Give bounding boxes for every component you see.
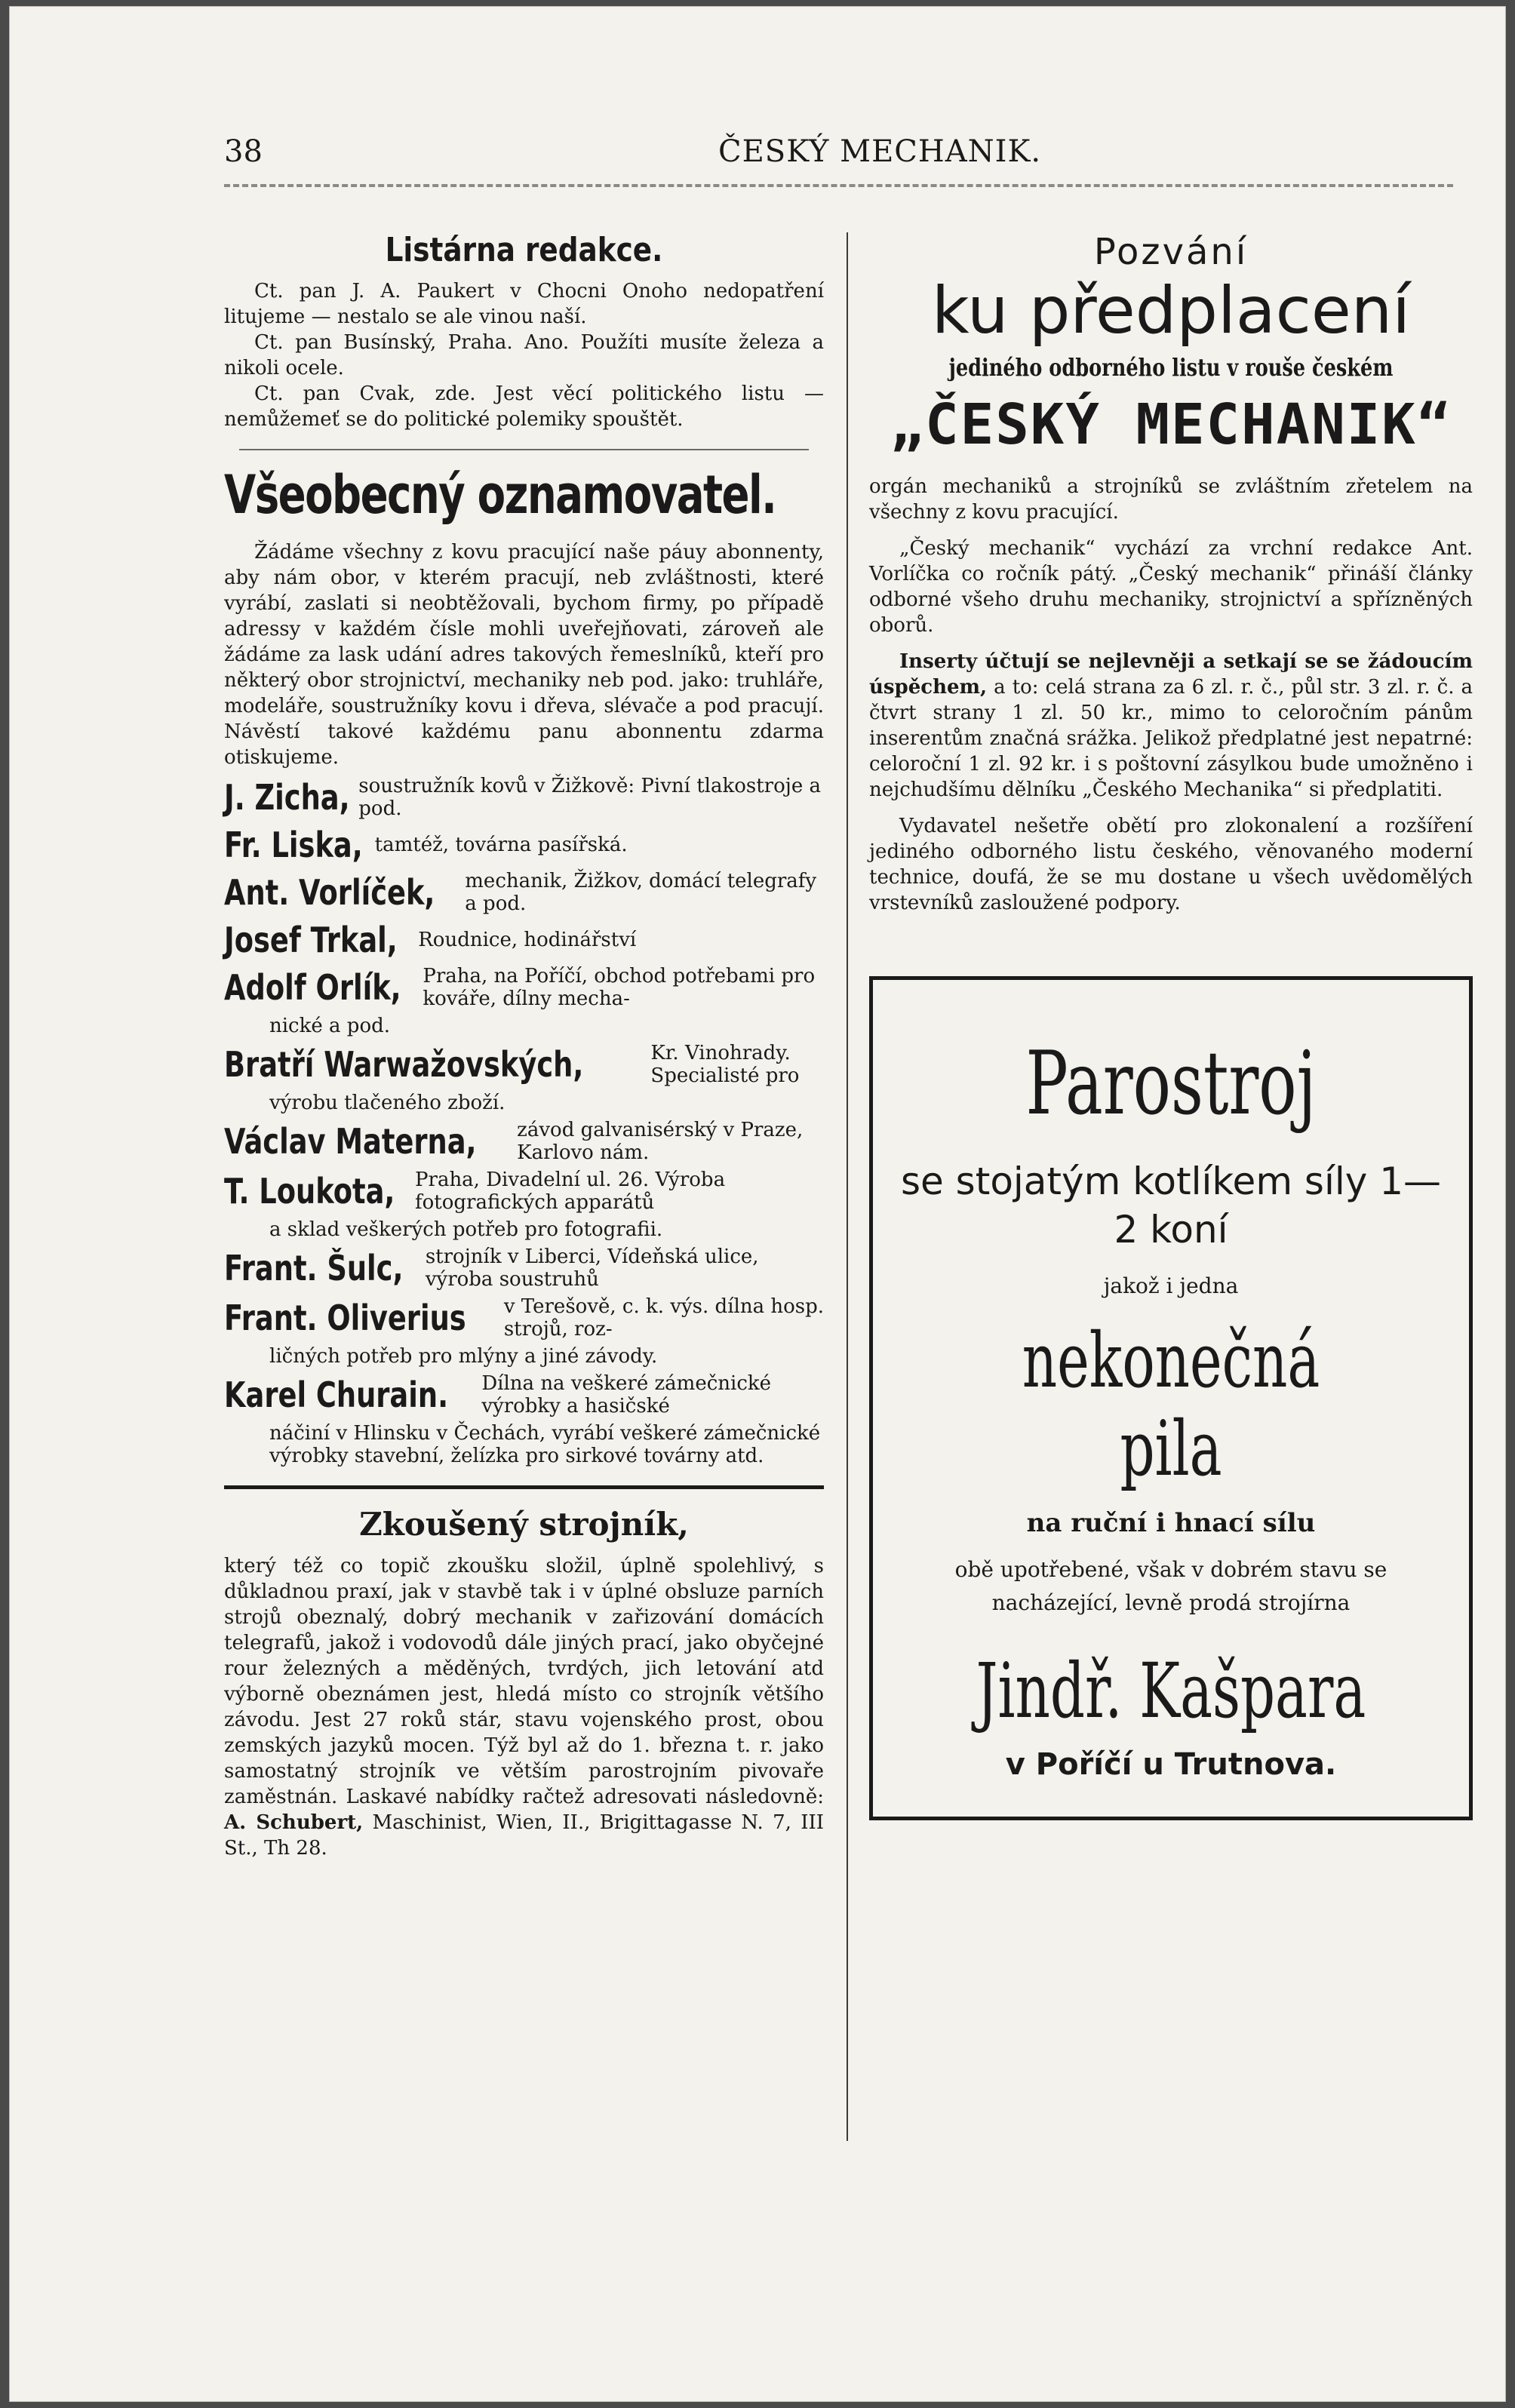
firm-desc: mechanik, Žižkov, domácí telegrafy a pod.	[465, 870, 817, 915]
advert-item2-sub: na ruční i hnací sílu	[1026, 1508, 1316, 1538]
column-divider	[847, 232, 848, 2141]
oznamovatel-title: Všeobecný oznamovatel.	[224, 464, 776, 526]
header-rule	[224, 184, 1453, 187]
firm-name: Fr. Liska,	[224, 825, 363, 865]
section-rule	[239, 449, 809, 450]
advert-item2: nekonečná pila	[1022, 1316, 1320, 1493]
firm-entry	[224, 1372, 824, 1467]
pozvani-heading: Pozvání	[1093, 231, 1249, 273]
firm-entry	[224, 920, 824, 960]
firm-entry	[224, 1295, 824, 1368]
firm-desc-cont: nické a pod.	[269, 1015, 390, 1037]
right-column	[869, 225, 1473, 1820]
advert-subtitle: se stojatým kotlíkem síly 1—2 koní	[900, 1159, 1442, 1252]
firm-name: Bratří Warwažovských,	[224, 1044, 584, 1085]
firm-name: Frant. Oliverius	[224, 1298, 466, 1338]
firm-desc: Roudnice, hodinářství	[418, 929, 637, 951]
firm-desc-cont: a sklad veškerých potřeb pro fotografii.	[269, 1218, 663, 1241]
firm-list	[224, 775, 824, 1467]
journal-title: ČESKÝ MECHANIK.	[718, 134, 1042, 169]
firm-entry	[224, 825, 824, 865]
firm-desc: strojník v Liberci, Vídeňská ulice, výroba soustruhů	[425, 1245, 759, 1291]
pozvani-subtitle: jediného odborného listu v rouše českém	[948, 353, 1394, 382]
firm-desc-cont: ličných potřeb pro mlýny a jiné závody.	[269, 1345, 658, 1368]
oznamovatel-intro: Žádáme všechny z kovu pracující naše páuy abonnenty, aby nám obor, v kterém pracují, neb zvláštnosti, které vyrábí, zaslati si neobtěžovali, bychom firmy, po případě adressy v každém čísle mohli uveřejňovati, zároveň ale žádáme za lask udání adres takových řemeslníků, kteří pro některý obor strojnictví, mechaniky neb pod. jako: truhláře, modeláře, soustružníky kovu i dřeva, slévače a pod pracují. Návěstí takové každému panu abonnentu zdarma otiskujeme.	[224, 541, 824, 769]
parostroj-advert	[869, 976, 1473, 1820]
firm-desc: soustružník kovů v Žižkově: Pivní tlakostroje a pod.	[358, 775, 821, 820]
firm-entry	[224, 1042, 824, 1114]
firm-name: J. Zicha,	[224, 777, 350, 818]
listarna-item: Ct. pan J. A. Paukert v Chocni Onoho nedopatření litujeme — nestalo se ale vinou naší.	[224, 280, 825, 328]
firm-name: Adolf Orlík,	[224, 967, 401, 1008]
zkouseny-text: který též co topič zkoušku složil, úplně spolehlivý, s důkladnou praxí, jak v stavbě tak i v úplné obsluze parních strojů obeznalý, dobrý mechanik v zařizování domácích telegrafů, jakož i vodovodů dále jiných prací, jako obyčejné rour železných a měděných, tvrdých, jich letování atd výborně obeznámen jest, hledá místo co strojník většího závodu. Jest 27 roků stár, stavu vojenského prost, obou zemských jazyků mocen. Týž byl až do 1. března t. r. jako samostatný strojník ve větším parostrojním pivovaře zaměstnán. Laskavé nabídky račtež adresovati následovně: A. Schubert, Maschinist, Wien, II., Brigittagasse N. 7, III St., Th 28.	[224, 1555, 825, 1860]
listarna-item: Ct. pan Busínský, Praha. Ano. Použíti musíte železa a nikoli ocele.	[224, 331, 824, 379]
advert-place: v Poříčí u Trutnova.	[1005, 1747, 1337, 1782]
advert-title: Parostroj	[1025, 1033, 1317, 1135]
address-name: A. Schubert,	[224, 1811, 364, 1834]
section-rule	[224, 1485, 824, 1489]
firm-desc: tamtéž, továrna pasířská.	[374, 834, 628, 856]
firm-desc: Dílna na veškeré zámečnické výrobky a hasičské	[481, 1372, 772, 1417]
firm-desc-cont: náčiní v Hlinsku v Čechách, vyrábí veškeré zámečnické výrobky stavební, želízka pro sirkové továrny atd.	[269, 1422, 821, 1467]
firm-desc: v Terešově, c. k. výs. dílna hosp. strojů, roz-	[503, 1295, 824, 1341]
advert-firm: Jindř. Kašpara	[976, 1647, 1366, 1735]
advert-jakoz: jakož i jedna	[1103, 1273, 1239, 1298]
page-number: 38	[224, 134, 263, 169]
zkouseny-title: Zkoušený strojník,	[359, 1506, 689, 1543]
pozvani-para: „Český mechanik“ vychází za vrchní redakce Ant. Vorlíčka co ročník pátý. „Český mechanik“ přináší články odborné všeho druhu mechaniky, strojnictví a spřízněných oborů.	[869, 537, 1473, 637]
firm-desc: Praha, na Poříčí, obchod potřebami pro kováře, dílny mecha-	[423, 965, 816, 1010]
pozvani-para: Inserty účtují se nejlevněji a setkají se se žádoucím úspěchem, a to: celá strana za 6 zl. r. č., půl str. 3 zl. r. č. a čtvrt strany 1 zl. 50 kr., mimo to celoročním pánům inserentům značná srážka. Jelikož předplatné jest nepatrné: celoroční 1 zl. 92 kr. i s poštovní zásylkou bude umožněno i nejchudšímu dělníku „Českého Mechanika“ si předplatiti.	[869, 650, 1474, 801]
firm-desc-cont: výrobu tlačeného zboží.	[269, 1092, 506, 1114]
firm-name: Václav Materna,	[224, 1121, 477, 1162]
firm-desc: Praha, Divadelní ul. 26. Výroba fotografických apparátů	[415, 1169, 726, 1214]
pozvani-para: orgán mechaniků a strojníků se zvláštním zřetelem na všechny z kovu pracující.	[869, 475, 1473, 524]
pozvani-para: Vydavatel nešetře obětí pro zlokonalení a rozšíření jediného odborného listu českého, věnovaného moderní technice, doufá, že se mu dostane u všech uvědomělých vrstevníků zasloužené podpory.	[869, 815, 1473, 914]
firm-entry	[224, 1119, 824, 1164]
firm-entry	[224, 965, 824, 1037]
left-column	[224, 225, 824, 1861]
page	[9, 6, 1506, 2402]
firm-name: Ant. Vorlíček,	[224, 872, 435, 913]
firm-entry	[224, 870, 824, 915]
firm-name: Karel Churain.	[224, 1374, 449, 1415]
firm-desc: závod galvanisérský v Praze, Karlovo nám.	[517, 1119, 804, 1164]
firm-entry	[224, 1245, 824, 1291]
listarna-item: Ct. pan Cvak, zde. Jest věcí politického listu — nemůžemeť se do politické polemiky spouštět.	[224, 382, 824, 431]
pozvani-journal-title: „ČESKÝ MECHANIK“	[890, 392, 1452, 457]
firm-name: T. Loukota,	[224, 1171, 395, 1212]
firm-name: Frant. Šulc,	[224, 1248, 404, 1288]
firm-entry	[224, 1169, 824, 1241]
firm-name: Josef Trkal,	[224, 920, 398, 960]
listarna-title: Listárna redakce.	[385, 231, 663, 269]
running-head	[9, 134, 1506, 180]
firm-desc: Kr. Vinohrady. Specialisté pro	[650, 1042, 800, 1087]
firm-entry	[224, 775, 824, 820]
advert-condition: obě upotřebené, však v dobrém stavu se nacházející, levně prodá strojírna	[954, 1557, 1387, 1615]
pozvani-ku: ku předplacení	[931, 273, 1411, 349]
